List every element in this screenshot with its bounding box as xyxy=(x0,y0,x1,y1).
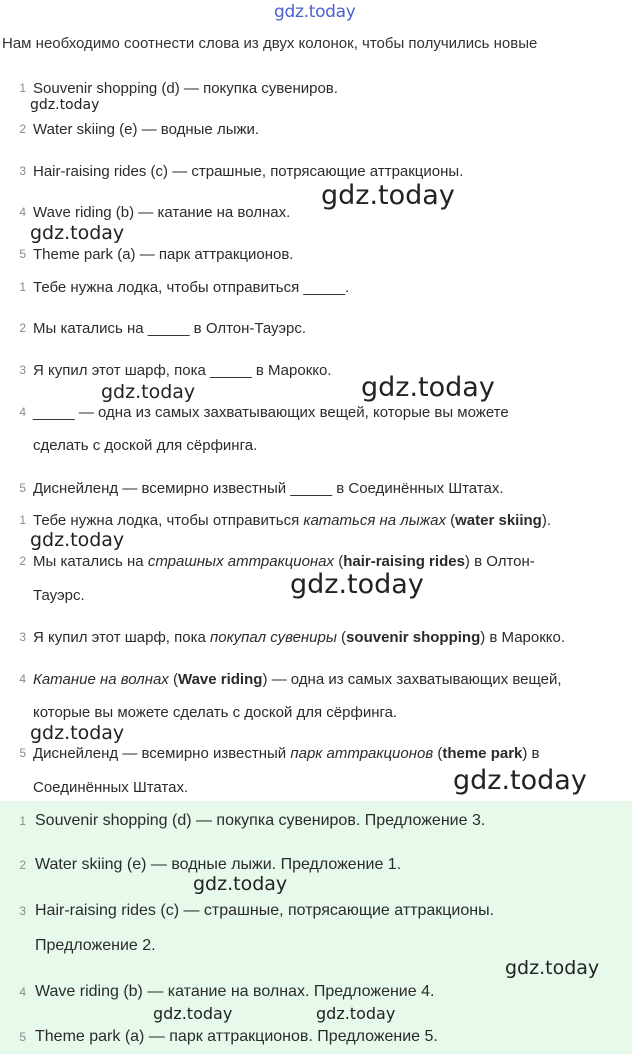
item-text: Диснейленд — всемирно известный _____ в Соединённых Штатах. xyxy=(33,479,504,497)
item-text: Мы катались на _____ в Олтон-Тауэрс. xyxy=(33,319,307,337)
item-number: 1 xyxy=(19,814,26,828)
item-text: сделать с доской для сёрфинга. xyxy=(33,436,258,454)
watermark: gdz.today xyxy=(453,765,587,796)
item-number: 5 xyxy=(19,1030,26,1044)
item-text: Water skiing (e) — водные лыжи. Предложение 1. xyxy=(35,856,402,873)
item-text: _____ — одна из самых захватывающих вещей, которые вы можете xyxy=(33,403,509,421)
item-text: Wave riding (b) — катание на волнах. Предложение 4. xyxy=(35,983,435,1000)
item-number: 5 xyxy=(19,746,26,760)
item-text: Предложение 2. xyxy=(35,937,156,954)
item-text: Соединённых Штатах. xyxy=(33,778,189,796)
site-watermark-top: gdz.today xyxy=(274,2,356,22)
watermark: gdz.today xyxy=(101,381,196,403)
watermark: gdz.today xyxy=(153,1004,233,1023)
item-number: 3 xyxy=(19,164,26,178)
item-text: Souvenir shopping (d) — покупка сувениров. xyxy=(33,79,338,97)
item-number: 4 xyxy=(19,985,26,999)
watermark: gdz.today xyxy=(30,97,100,113)
item-text: Souvenir shopping (d) — покупка сувениров. Предложение 3. xyxy=(35,812,486,829)
item-text: Water skiing (e) — водные лыжи. xyxy=(33,120,260,138)
item-number: 2 xyxy=(19,122,26,136)
watermark: gdz.today xyxy=(30,722,125,744)
item-text: Катание на волнах (Wave riding) — одна из самых захватывающих вещей, xyxy=(33,670,562,688)
watermark: gdz.today xyxy=(361,372,495,403)
watermark: gdz.today xyxy=(193,873,288,895)
item-number: 5 xyxy=(19,481,26,495)
item-text: Мы катались на страшных аттракционах (hair-raising rides) в Олтон- xyxy=(33,552,535,570)
item-text: Тебе нужна лодка, чтобы отправиться _____. xyxy=(33,278,350,296)
item-text: которые вы можете сделать с доской для сёрфинга. xyxy=(33,703,398,721)
item-number: 2 xyxy=(19,321,26,335)
item-text: Theme park (a) — парк аттракционов. xyxy=(33,245,294,263)
item-text: Wave riding (b) — катание на волнах. xyxy=(33,203,291,221)
item-text: Тауэрс. xyxy=(33,586,85,604)
item-number: 4 xyxy=(19,672,26,686)
item-text: Hair-raising rides (c) — страшные, потрясающие аттракционы. xyxy=(35,902,495,919)
watermark: gdz.today xyxy=(505,957,600,979)
item-number: 5 xyxy=(19,247,26,261)
intro-text: Нам необходимо соотнести слова из двух колонок, чтобы получились новые xyxy=(2,35,538,52)
item-number: 4 xyxy=(19,405,26,419)
watermark: gdz.today xyxy=(30,222,125,244)
item-number: 2 xyxy=(19,554,26,568)
watermark: gdz.today xyxy=(290,569,424,600)
item-number: 3 xyxy=(19,363,26,377)
item-text: Я купил этот шарф, пока покупал сувениры (souvenir shopping) в Марокко. xyxy=(33,628,566,646)
item-number: 3 xyxy=(19,630,26,644)
watermark: gdz.today xyxy=(316,1004,396,1023)
item-text: Тебе нужна лодка, чтобы отправиться кататься на лыжах (water skiing). xyxy=(33,511,552,529)
item-number: 1 xyxy=(19,280,26,294)
item-number: 1 xyxy=(19,513,26,527)
item-number: 3 xyxy=(19,904,26,918)
item-number: 4 xyxy=(19,205,26,219)
watermark: gdz.today xyxy=(30,529,125,551)
watermark: gdz.today xyxy=(321,180,455,211)
intro-cut-line xyxy=(16,60,446,68)
item-text: Theme park (a) — парк аттракционов. Предложение 5. xyxy=(35,1028,438,1045)
item-text: Я купил этот шарф, пока _____ в Марокко. xyxy=(33,361,332,379)
item-number: 1 xyxy=(19,81,26,95)
item-number: 2 xyxy=(19,858,26,872)
item-text: Диснейленд — всемирно известный парк аттракционов (theme park) в xyxy=(33,744,540,762)
item-text: Hair-raising rides (c) — страшные, потрясающие аттракционы. xyxy=(33,162,464,180)
